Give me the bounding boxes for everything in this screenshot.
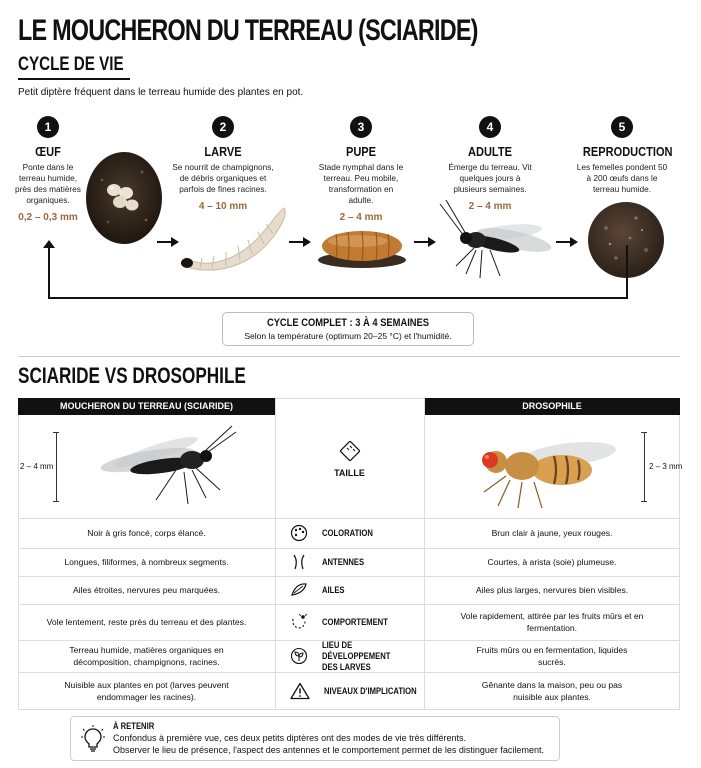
lightbulb-icon <box>81 725 105 753</box>
stage-size: 2 – 4 mm <box>339 212 383 223</box>
stage-number: 5 <box>611 116 633 138</box>
intro-text: Petit diptère fréquent dans le terreau humide des plantes en pot. <box>18 87 304 98</box>
size-bar <box>644 432 645 502</box>
section-underline <box>18 78 130 80</box>
criterion-label: NIVEAUX D'IMPLICATION <box>324 685 417 696</box>
criterion-label: AILES <box>322 584 345 595</box>
cell-drosophile-coloration: Brun clair à jaune, yeux rouges. <box>491 528 613 538</box>
antennae-icon <box>290 553 308 571</box>
size-tick <box>53 501 59 502</box>
flight-path-icon <box>290 613 308 631</box>
stage-description: Se nourrit de champignons, de débris organiques et parfois de fines racines. <box>172 162 274 194</box>
cycle-summary-note: Selon la température (optimum 20–25 °C) et l'humidité. <box>244 331 452 341</box>
size-criterion <box>275 440 424 478</box>
criterion-comportement <box>290 604 420 640</box>
cycle-summary <box>222 312 474 346</box>
key-takeaway-line: Observer le lieu de présence, l'aspect des antennes et le comportement permet de les distinguer facilement. <box>113 745 544 755</box>
criterion-label: COMPORTEMENT <box>322 616 388 627</box>
key-takeaway-heading: À RETENIR <box>113 721 155 731</box>
stage-description: Les femelles pondent 50 à 200 œufs dans le terreau humide. <box>576 162 668 194</box>
cycle-loop-line <box>48 245 628 299</box>
criterion-coloration <box>290 518 420 548</box>
stage-number: 4 <box>479 116 501 138</box>
criterion-implication <box>290 672 420 710</box>
drosophila-photo <box>470 428 620 512</box>
cell-sciaride-implication: Nuisible aux plantes en pot (larves peuvent endommager les racines). <box>64 680 229 702</box>
cell-sciaride-lieu: Terreau humide, matières organiques en décomposition, champignons, racines. <box>69 645 224 667</box>
cell-drosophile-antennes: Courtes, à arista (soie) plumeuse. <box>487 557 617 567</box>
cycle-arrow <box>289 241 309 243</box>
warning-icon <box>290 682 310 700</box>
stage-number: 2 <box>212 116 234 138</box>
ruler-icon <box>339 440 361 462</box>
stage-name: LARVE <box>204 144 242 159</box>
cell-drosophile-ailes: Ailes plus larges, nervures bien visibles. <box>475 585 629 595</box>
column-header-sciaride: MOUCHERON DU TERREAU (SCIARIDE) <box>18 398 275 415</box>
stage-size: 2 – 4 mm <box>468 201 512 212</box>
criterion-antennes <box>290 548 420 576</box>
stage-number: 1 <box>37 116 59 138</box>
size-tick <box>53 432 59 433</box>
stage-number: 3 <box>350 116 372 138</box>
stage-adult <box>444 116 536 212</box>
cell-sciaride-coloration: Noir à gris foncé, corps élancé. <box>87 528 206 538</box>
stage-description: Stade nymphal dans le terreau. Peu mobile, transformation en adulte. <box>318 162 404 205</box>
cycle-arrow <box>556 241 576 243</box>
cycle-summary-title: CYCLE COMPLET : 3 À 4 SEMAINES <box>266 317 430 329</box>
size-tick <box>641 432 647 433</box>
page-title: LE MOUCHERON DU TERREAU (SCIARIDE) <box>18 14 478 47</box>
stage-larva <box>170 116 276 212</box>
stage-reproduction <box>576 116 673 195</box>
section-title-comparison: SCIARIDE VS DROSOPHILE <box>18 363 246 388</box>
stage-name: ŒUF <box>35 144 61 159</box>
cycle-loop-arrowhead <box>43 240 55 248</box>
stage-pupa <box>316 116 406 223</box>
section-title-cycle: CYCLE DE VIE <box>18 54 124 75</box>
criterion-lieu-developpement <box>290 640 420 672</box>
cell-sciaride-ailes: Ailes étroites, nervures peu marquées. <box>72 585 221 595</box>
stage-size: 4 – 10 mm <box>198 201 248 212</box>
key-takeaway-line: Confondus à première vue, ces deux petits diptères ont des modes de vie très différents. <box>113 733 467 743</box>
stage-description: Émerge du terreau. Vit quelques jours à plusieurs semaines. <box>448 162 532 194</box>
criterion-label: COLORATION <box>322 527 373 538</box>
key-takeaway-text <box>113 732 544 756</box>
cell-drosophile-lieu: Fruits mûrs ou en fermentation, liquides sucrés. <box>476 645 628 667</box>
column-header-drosophile: DROSOPHILE <box>424 398 680 415</box>
cell-drosophile-comportement: Vole rapidement, attirée par les fruits mûrs et en fermentation. <box>460 611 644 633</box>
size-drosophile: 2 – 3 mm <box>649 462 683 471</box>
sciaride-photo <box>96 424 246 510</box>
stage-description: Ponte dans le terreau humide, près des matières organiques. <box>15 162 81 205</box>
key-takeaway-box <box>70 716 560 761</box>
stage-name: PUPE <box>345 144 377 159</box>
criterion-label: LIEU DE DÉVELOPPEMENT DES LARVES <box>322 639 391 672</box>
section-divider <box>18 356 680 357</box>
cell-sciaride-antennes: Longues, filiformes, à nombreux segments. <box>64 557 229 567</box>
palette-icon <box>290 524 308 542</box>
size-label: TAILLE <box>334 468 365 478</box>
criterion-ailes <box>290 576 420 604</box>
stage-size: 0,2 – 0,3 mm <box>18 212 78 223</box>
cell-sciaride-comportement: Vole lentement, reste près du terreau et des plantes. <box>46 617 247 627</box>
sprout-icon <box>290 647 308 665</box>
stage-name: ADULTE <box>467 144 512 159</box>
criterion-label: ANTENNES <box>322 556 365 567</box>
stage-name: REPRODUCTION <box>582 144 673 159</box>
egg-photo <box>84 150 164 246</box>
cycle-arrow <box>157 241 177 243</box>
stage-egg <box>14 116 82 223</box>
size-sciaride: 2 – 4 mm <box>20 462 54 471</box>
cycle-arrow <box>414 241 434 243</box>
wing-icon <box>290 581 308 599</box>
size-tick <box>641 501 647 502</box>
size-bar <box>56 432 57 502</box>
cell-drosophile-implication: Gênante dans la maison, peu ou pas nuisible aux plantes. <box>481 680 623 702</box>
